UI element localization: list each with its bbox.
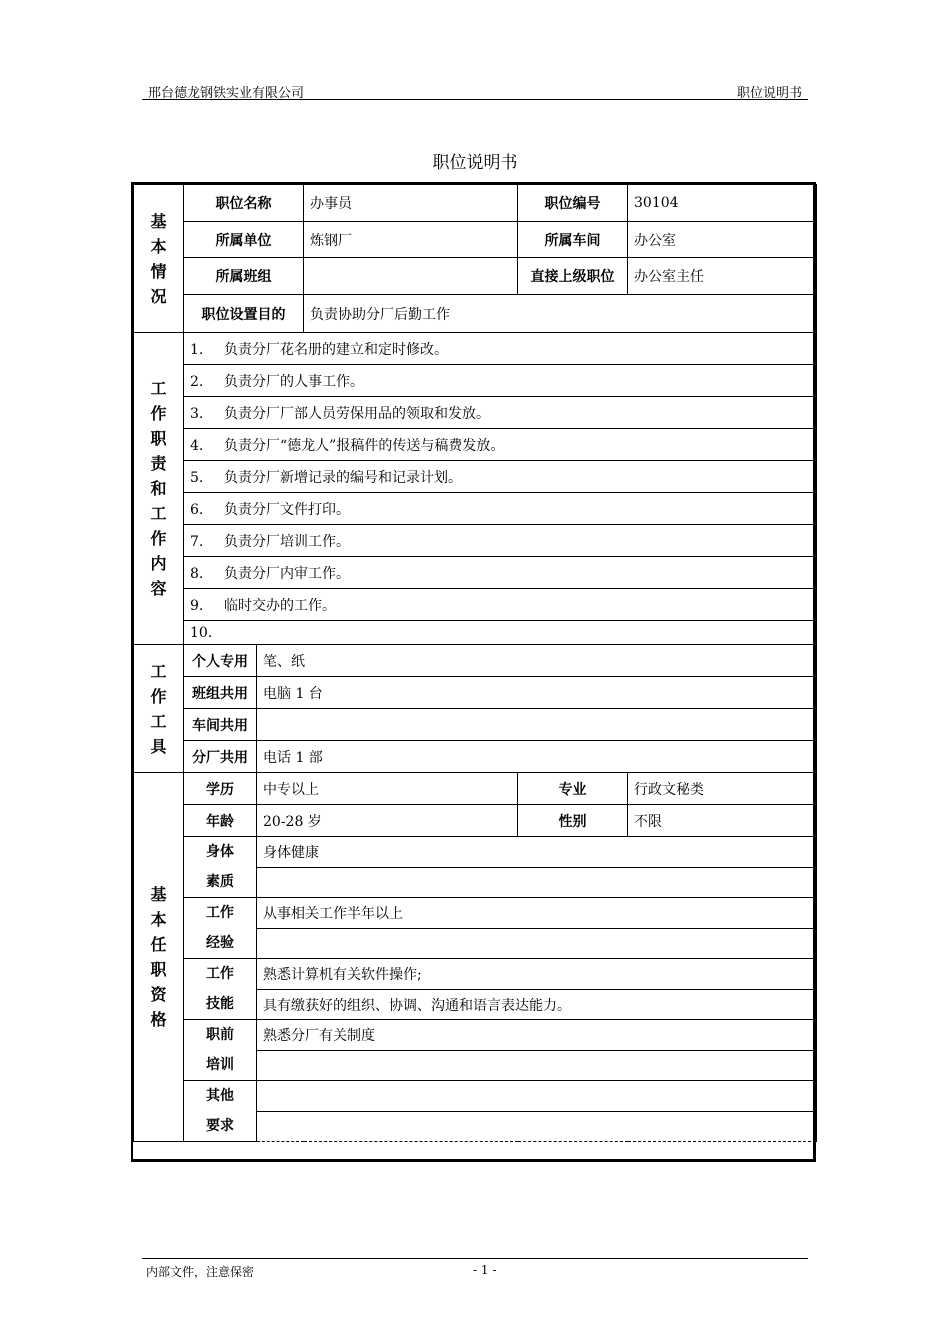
- tool-label: 班组共用: [184, 677, 257, 709]
- duty-item: 4. 负责分厂“德龙人”报稿件的传送与稿费发放。: [184, 429, 817, 461]
- section-tools: 工 作 工 具: [134, 645, 184, 773]
- team-label: 所属班组: [184, 258, 304, 295]
- duty-item: 6. 负责分厂文件打印。: [184, 493, 817, 525]
- section-basic-info: 基 本 情 况: [134, 185, 184, 333]
- duty-item: 10.: [184, 621, 817, 645]
- tool-label: 车间共用: [184, 709, 257, 741]
- experience-line: [257, 929, 817, 959]
- gender-label: 性别: [518, 805, 628, 837]
- other-line: [257, 1081, 817, 1112]
- skills-line: 具有缴获好的组织、协调、沟通和语言表达能力。: [257, 990, 817, 1020]
- health-line: [257, 868, 817, 898]
- purpose-value: 负责协助分厂后勤工作: [304, 295, 817, 333]
- section-duties: 工 作 职 责 和 工 作 内 容: [134, 333, 184, 645]
- experience-line: 从事相关工作半年以上: [257, 898, 817, 929]
- job-code-label: 职位编号: [518, 185, 628, 222]
- experience-label: 工作 经验: [184, 898, 257, 959]
- education-label: 学历: [184, 773, 257, 805]
- other-line: [257, 1111, 817, 1142]
- tool-label: 分厂共用: [184, 741, 257, 773]
- health-label: 身体 素质: [184, 837, 257, 898]
- duty-item: 3. 负责分厂厂部人员劳保用品的领取和发放。: [184, 397, 817, 429]
- gender-value: 不限: [628, 805, 817, 837]
- training-line: 熟悉分厂有关制度: [257, 1020, 817, 1051]
- age-label: 年龄: [184, 805, 257, 837]
- health-line: 身体健康: [257, 837, 817, 868]
- duty-item: 7. 负责分厂培训工作。: [184, 525, 817, 557]
- superior-label: 直接上级职位: [518, 258, 628, 295]
- duty-item: 8. 负责分厂内审工作。: [184, 557, 817, 589]
- tool-value: [257, 709, 817, 741]
- other-label: 其他 要求: [184, 1081, 257, 1142]
- skills-line: 熟悉计算机有关软件操作;: [257, 959, 817, 990]
- unit-label: 所属单位: [184, 222, 304, 258]
- job-name-value: 办事员: [304, 185, 518, 222]
- job-name-label: 职位名称: [184, 185, 304, 222]
- skills-label: 工作 技能: [184, 959, 257, 1020]
- major-value: 行政文秘类: [628, 773, 817, 805]
- tool-label: 个人专用: [184, 645, 257, 677]
- company-name: 邢台德龙钢铁实业有限公司: [148, 86, 305, 101]
- job-code-value: 30104: [628, 185, 817, 222]
- header-doc-type: 职位说明书: [737, 86, 803, 101]
- duty-item: 2. 负责分厂的人事工作。: [184, 365, 817, 397]
- footer-rule: [142, 1258, 808, 1259]
- training-line: [257, 1051, 817, 1081]
- unit-value: 炼钢厂: [304, 222, 518, 258]
- tool-value: 电话 1 部: [257, 741, 817, 773]
- workshop-value: 办公室: [628, 222, 817, 258]
- header-rule: [142, 99, 808, 100]
- purpose-label: 职位设置目的: [184, 295, 304, 333]
- age-value: 20-28 岁: [257, 805, 518, 837]
- tool-value: 电脑 1 台: [257, 677, 817, 709]
- job-description-table: [133, 184, 817, 1142]
- superior-value: 办公室主任: [628, 258, 817, 295]
- education-value: 中专以上: [257, 773, 518, 805]
- duty-item: 5. 负责分厂新增记录的编号和记录计划。: [184, 461, 817, 493]
- footer-note: 内部文件，注意保密: [146, 1265, 255, 1279]
- section-qualification: 基 本 任 职 资 格: [134, 773, 184, 1142]
- page-title: 职位说明书: [432, 153, 518, 173]
- duty-item: 1. 负责分厂花名册的建立和定时修改。: [184, 333, 817, 365]
- page-number: - 1 -: [473, 1263, 497, 1277]
- workshop-label: 所属车间: [518, 222, 628, 258]
- tool-value: 笔、纸: [257, 645, 817, 677]
- major-label: 专业: [518, 773, 628, 805]
- duty-item: 9. 临时交办的工作。: [184, 589, 817, 621]
- team-value: [304, 258, 518, 295]
- training-label: 职前 培训: [184, 1020, 257, 1081]
